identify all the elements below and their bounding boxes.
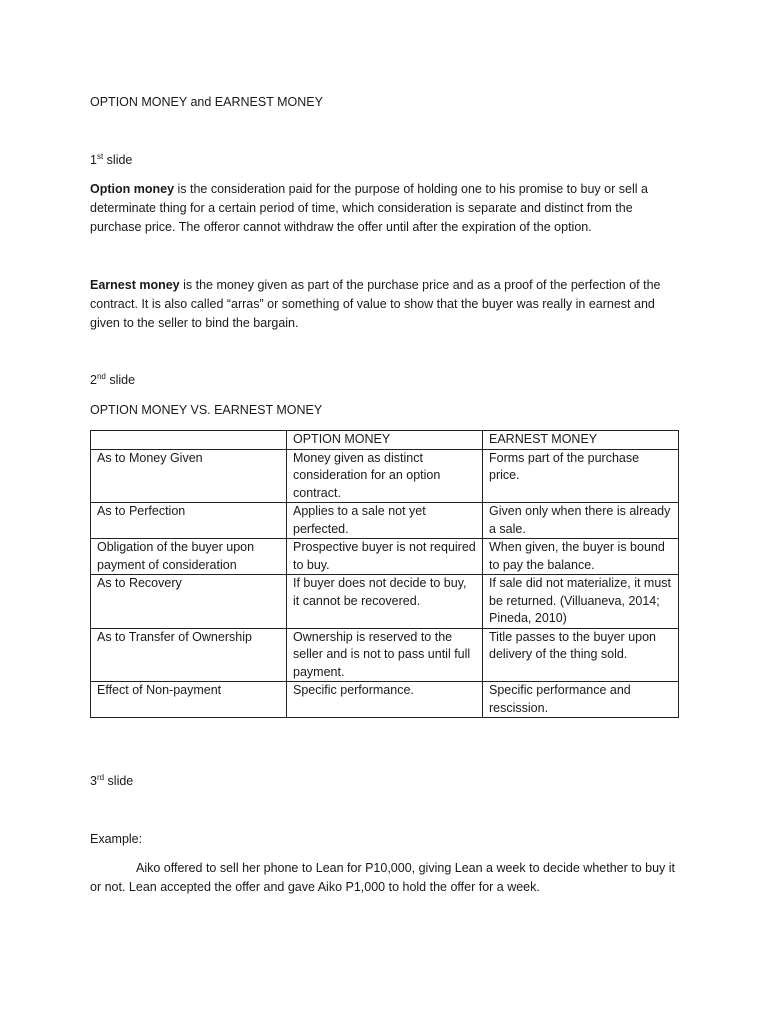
slide-ordinal: st — [96, 151, 104, 161]
earnest-money-definition: is the money given as part of the purchase price and as a proof of the perfection of the contract. It is also called “arras” or something of value to show that the buyer was really in earnest and given to the seller to bind the bargain. — [90, 278, 661, 330]
slide-3-label — [90, 772, 680, 791]
earnest-money-term: Earnest money — [90, 278, 180, 292]
table-cell: Given only when there is already a sale. — [483, 503, 679, 539]
table-cell: As to Money Given — [91, 449, 287, 503]
table-cell: Prospective buyer is not required to buy. — [287, 539, 483, 575]
table-header-cell: EARNEST MONEY — [483, 431, 679, 450]
slide-ordinal: rd — [96, 772, 105, 782]
table-cell: As to Transfer of Ownership — [91, 628, 287, 682]
option-money-paragraph — [90, 180, 680, 237]
table-cell: Forms part of the purchase price. — [483, 449, 679, 503]
table-cell: When given, the buyer is bound to pay the balance. — [483, 539, 679, 575]
table-header-cell: OPTION MONEY — [287, 431, 483, 450]
slide-word: slide — [104, 774, 134, 788]
slide-number: 3 — [90, 774, 97, 788]
table-row — [91, 539, 679, 575]
table-row — [91, 682, 679, 718]
slide-word: slide — [105, 373, 136, 387]
option-money-term: Option money — [90, 182, 175, 196]
table-cell: If sale did not materialize, it must be returned. (Villuaneva, 2014; Pineda, 2010) — [483, 575, 679, 629]
comparison-table — [90, 430, 679, 718]
table-cell: Obligation of the buyer upon payment of consideration — [91, 539, 287, 575]
table-cell: As to Perfection — [91, 503, 287, 539]
table-header-row — [91, 431, 679, 450]
table-row — [91, 628, 679, 682]
table-cell: Specific performance. — [287, 682, 483, 718]
table-row — [91, 503, 679, 539]
table-cell: Effect of Non-payment — [91, 682, 287, 718]
slide-2-label — [90, 371, 680, 390]
table-cell: As to Recovery — [91, 575, 287, 629]
table-row — [91, 449, 679, 503]
slide-number: 1 — [90, 153, 97, 167]
slide-ordinal: nd — [96, 371, 106, 381]
table-cell: Money given as distinct consideration for an option contract. — [287, 449, 483, 503]
table-cell: Title passes to the buyer upon delivery of the thing sold. — [483, 628, 679, 682]
table-title: OPTION MONEY VS. EARNEST MONEY — [90, 403, 323, 417]
table-cell: If buyer does not decide to buy, it cannot be recovered. — [287, 575, 483, 629]
table-cell: Applies to a sale not yet perfected. — [287, 503, 483, 539]
table-cell: Specific performance and rescission. — [483, 682, 679, 718]
example-label: Example: — [90, 832, 143, 846]
option-money-definition: is the consideration paid for the purpose of holding one to his promise to buy or sell a determinate thing for a certain period of time, which consideration is separate and distinct from the purchase price. The offeror cannot withdraw the offer until after the expiration of the option. — [90, 182, 648, 234]
table-header-cell — [91, 431, 287, 450]
slide-1-label — [90, 151, 680, 170]
example-paragraph: Aiko offered to sell her phone to Lean for P10,000, giving Lean a week to decide whether to buy it or not. Lean accepted the offer and gave Aiko P1,000 to hold the offer for a week. — [90, 861, 676, 894]
document-title: OPTION MONEY and EARNEST MONEY — [90, 95, 323, 109]
slide-number: 2 — [90, 373, 97, 387]
table-cell: Ownership is reserved to the seller and is not to pass until full payment. — [287, 628, 483, 682]
earnest-money-paragraph — [90, 276, 680, 333]
slide-word: slide — [103, 153, 133, 167]
table-row — [91, 575, 679, 629]
